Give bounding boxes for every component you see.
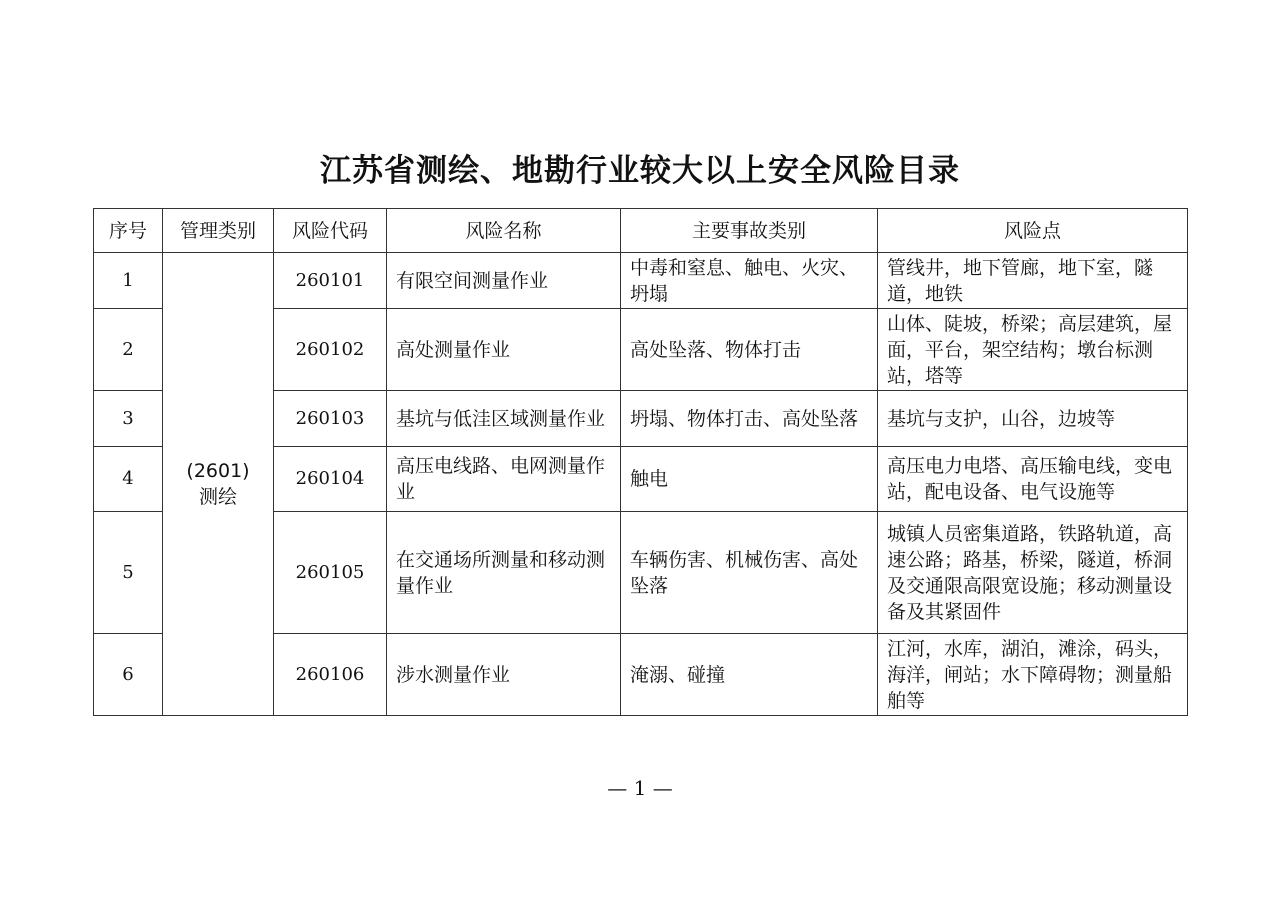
risk-name: 涉水测量作业 — [387, 634, 621, 716]
row-no: 4 — [94, 447, 163, 512]
accident-type: 高处坠落、物体打击 — [621, 309, 878, 391]
page-number: — 1 — — [607, 776, 673, 800]
risk-name: 基坑与低洼区域测量作业 — [387, 391, 621, 447]
table-header-row — [94, 209, 1188, 253]
risk-code: 260102 — [274, 309, 387, 391]
risk-name: 高处测量作业 — [387, 309, 621, 391]
accident-type: 车辆伤害、机械伤害、高处坠落 — [621, 512, 878, 634]
risk-code: 260101 — [274, 253, 387, 309]
header-no: 序号 — [94, 209, 163, 253]
risk-points: 江河，水库，湖泊，滩涂，码头，海洋，闸站；水下障碍物；测量船舶等 — [878, 634, 1188, 716]
header-accident-type: 主要事故类别 — [621, 209, 878, 253]
accident-type: 坍塌、物体打击、高处坠落 — [621, 391, 878, 447]
risk-code: 260104 — [274, 447, 387, 512]
accident-type: 中毒和窒息、触电、火灾、坍塌 — [621, 253, 878, 309]
risk-code: 260106 — [274, 634, 387, 716]
risk-points: 基坑与支护，山谷，边坡等 — [878, 391, 1188, 447]
header-risk-name: 风险名称 — [387, 209, 621, 253]
header-code: 风险代码 — [274, 209, 387, 253]
document-title: 江苏省测绘、地勘行业较大以上安全风险目录 — [320, 153, 960, 189]
table-row — [94, 253, 1188, 309]
accident-type: 触电 — [621, 447, 878, 512]
row-no: 2 — [94, 309, 163, 391]
risk-points: 管线井，地下管廊，地下室，隧道，地铁 — [878, 253, 1188, 309]
risk-points: 城镇人员密集道路，铁路轨道，高速公路；路基，桥梁，隧道，桥洞及交通限高限宽设施；移动测量设备及其紧固件 — [878, 512, 1188, 634]
risk-points: 高压电力电塔、高压输电线，变电站，配电设备、电气设施等 — [878, 447, 1188, 512]
row-no: 6 — [94, 634, 163, 716]
risk-code: 260103 — [274, 391, 387, 447]
risk-name: 高压电线路、电网测量作业 — [387, 447, 621, 512]
accident-type: 淹溺、碰撞 — [621, 634, 878, 716]
row-no: 5 — [94, 512, 163, 634]
header-risk-points: 风险点 — [878, 209, 1188, 253]
risk-table — [93, 208, 1188, 716]
risk-points: 山体、陡坡，桥梁；高层建筑，屋面，平台，架空结构；墩台标测站，塔等 — [878, 309, 1188, 391]
row-no: 3 — [94, 391, 163, 447]
risk-name: 有限空间测量作业 — [387, 253, 621, 309]
risk-name: 在交通场所测量和移动测量作业 — [387, 512, 621, 634]
risk-code: 260105 — [274, 512, 387, 634]
management-category: (2601) 测绘 — [163, 253, 274, 716]
header-category: 管理类别 — [163, 209, 274, 253]
row-no: 1 — [94, 253, 163, 309]
